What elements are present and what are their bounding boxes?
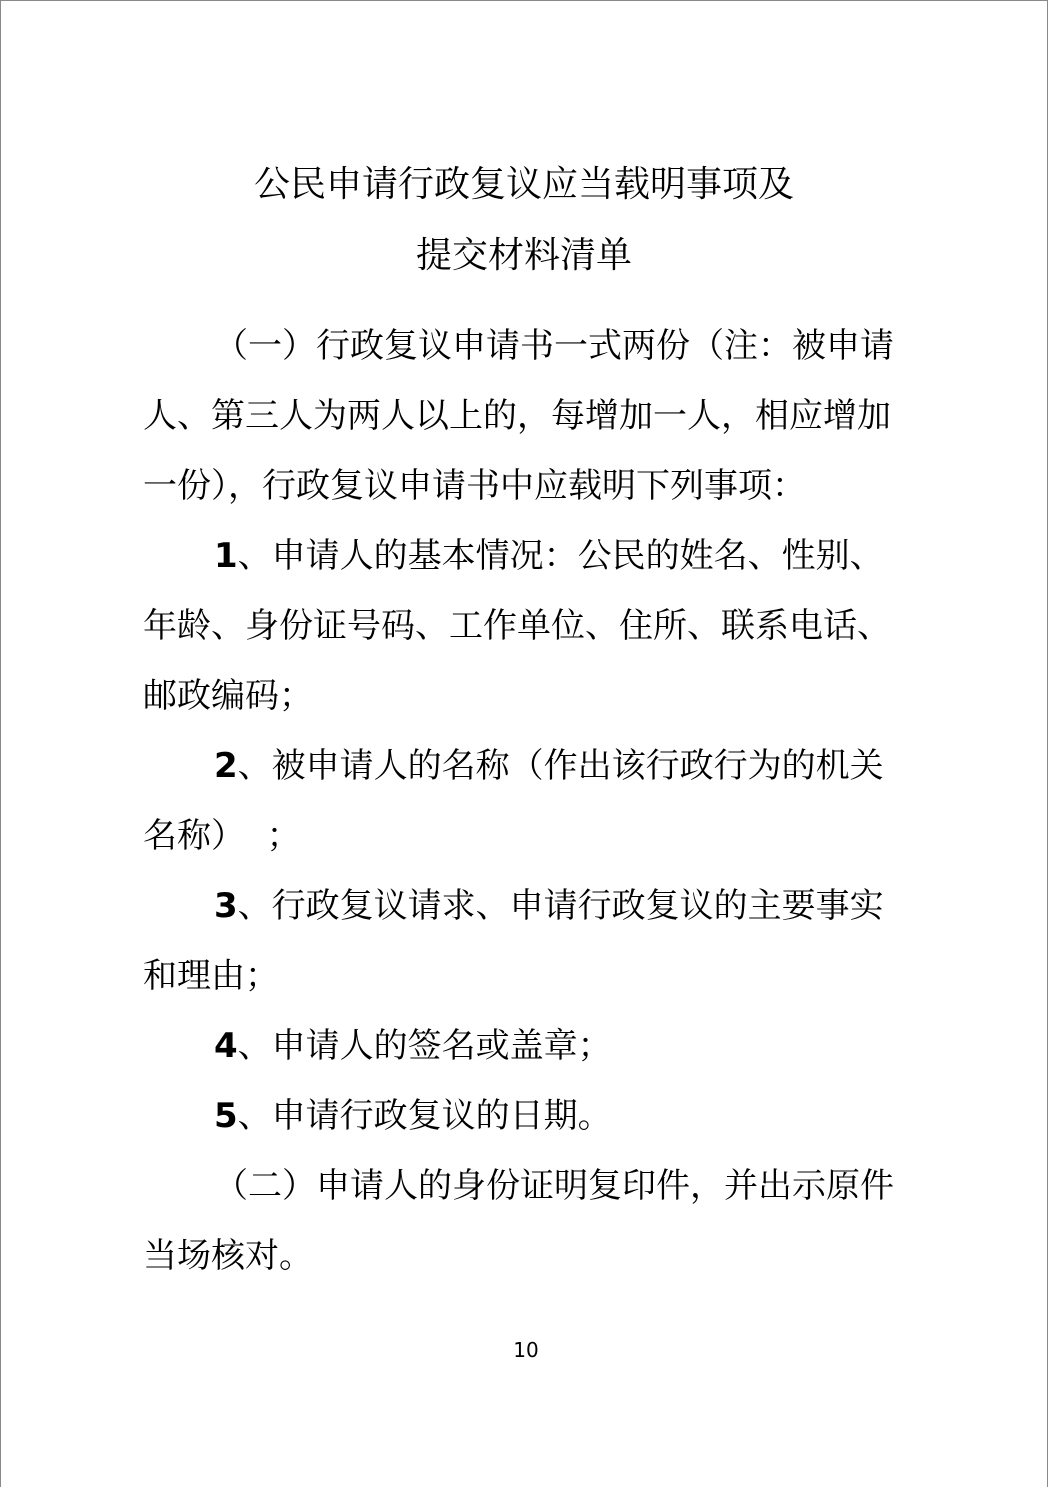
list-item-text: 、申请行政复议的日期。 [237, 1096, 612, 1136]
paragraph-1-line-3: 一份），行政复议申请书中应载明下列事项： [143, 466, 806, 506]
list-item-text: 、被申请人的名称（作出该行政行为的机关 [237, 746, 884, 786]
list-item-number: 1 [214, 536, 238, 576]
list-item-4-line-1 [214, 1026, 612, 1066]
document-title-line-1: 公民申请行政复议应当载明事项及 [253, 164, 794, 205]
list-item-2-line-2: 名称） ； [143, 816, 301, 856]
list-item-text: 、行政复议请求、申请行政复议的主要事实 [237, 886, 884, 926]
paragraph-1-line-2: 人、第三人为两人以上的，每增加一人，相应增加 [143, 396, 891, 436]
list-item-number: 5 [214, 1096, 238, 1136]
list-item-number: 2 [214, 746, 238, 786]
list-item-number: 3 [214, 886, 238, 926]
list-item-number: 4 [214, 1026, 238, 1066]
list-item-3-line-1 [214, 886, 884, 926]
list-item-3-line-2: 和理由； [143, 956, 279, 996]
list-item-5-line-1 [214, 1096, 612, 1136]
list-item-text: 、申请人的签名或盖章； [237, 1026, 612, 1066]
paragraph-2-line-2: 当场核对。 [143, 1236, 313, 1276]
list-item-1-line-2: 年龄、身份证号码、工作单位、住所、联系电话、 [143, 606, 891, 646]
list-item-1-line-1 [214, 536, 884, 576]
list-item-text: 、申请人的基本情况：公民的姓名、性别、 [237, 536, 884, 576]
paragraph-2-line-1: （二）申请人的身份证明复印件，并出示原件 [214, 1166, 894, 1206]
list-item-1-line-3: 邮政编码； [143, 676, 313, 716]
paragraph-1-line-1: （一）行政复议申请书一式两份（注：被申请 [214, 326, 894, 366]
page-number: 10 [513, 1338, 539, 1362]
list-item-2-line-1 [214, 746, 884, 786]
document-title-line-2: 提交材料清单 [415, 235, 632, 276]
